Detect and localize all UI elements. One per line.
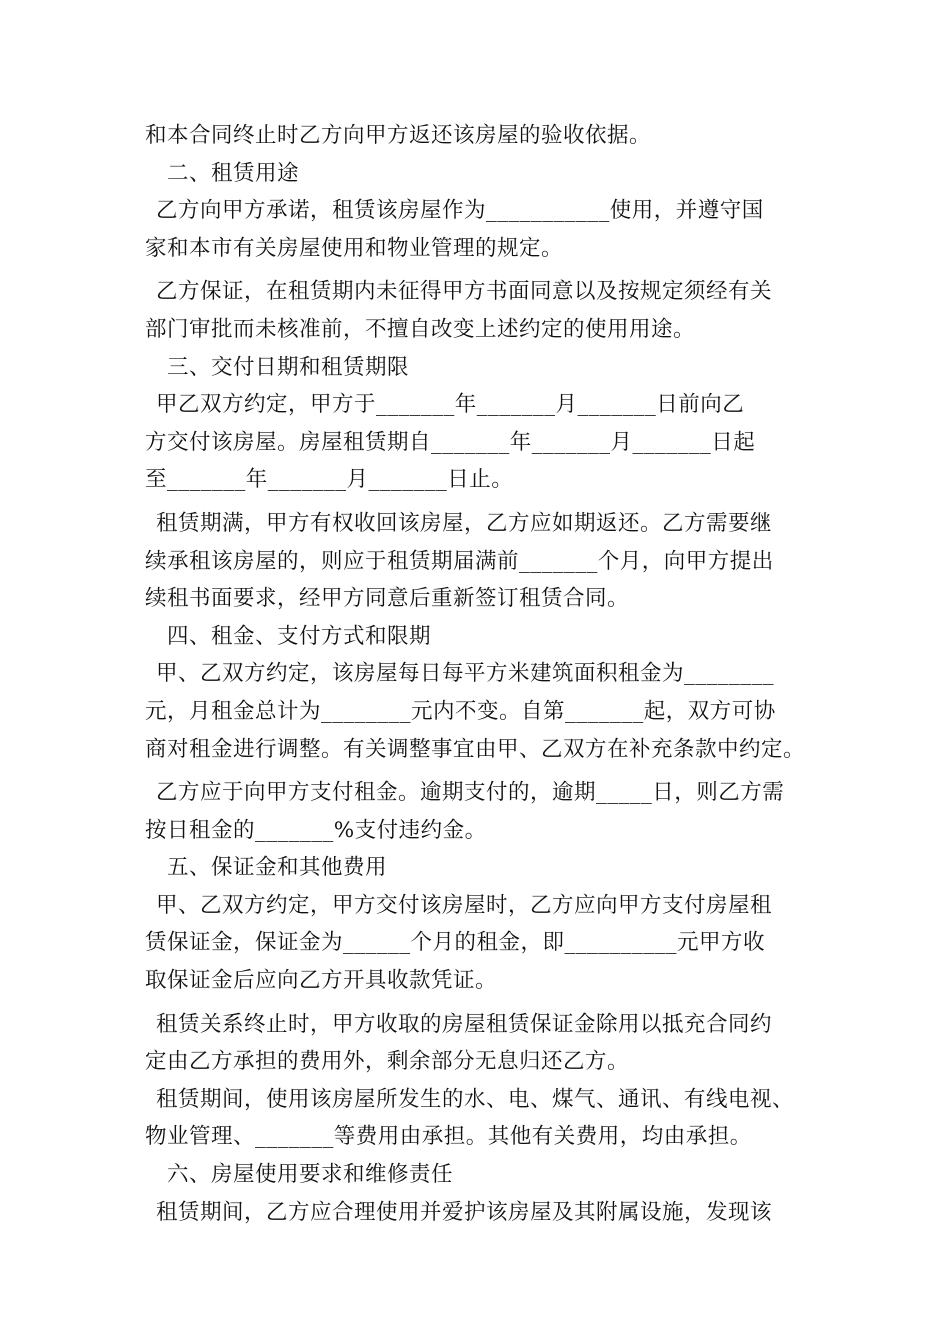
document-body <box>145 117 835 1231</box>
text-line: 乙方向甲方承诺，租赁该房屋作为___________使用，并遵守国 <box>156 198 764 224</box>
text-line: 租赁期满，甲方有权收回该房屋，乙方应如期返还。乙方需要继 <box>156 510 773 536</box>
text-line: 续承租该房屋的，则应于租赁期届满前_______个月，向甲方提出 <box>145 548 774 574</box>
text-line: 取保证金后应向乙方开具收款凭证。 <box>145 968 498 994</box>
text-line: 商对租金进行调整。有关调整事宜由甲、乙双方在补充条款中约定。 <box>145 736 806 762</box>
text-line: 物业管理、_______等费用由承担。其他有关费用，均由承担。 <box>145 1124 752 1150</box>
text-line: 乙方保证，在租赁期内未征得甲方书面同意以及按规定须经有关 <box>156 279 773 305</box>
section-heading: 二、租赁用途 <box>167 160 300 186</box>
text-line: 按日租金的_______%支付违约金。 <box>145 817 487 843</box>
text-line: 和本合同终止时乙方向甲方返还该房屋的验收依据。 <box>145 123 652 148</box>
section-heading: 四、租金、支付方式和限期 <box>167 623 432 649</box>
text-line: 定由乙方承担的费用外，剩余部分无息归还乙方。 <box>145 1049 630 1075</box>
text-line: 续租书面要求，经甲方同意后重新签订租赁合同。 <box>145 586 630 612</box>
text-line: 元，月租金总计为________元内不变。自第_______起，双方可协 <box>145 698 776 724</box>
text-line: 赁保证金，保证金为______个月的租金，即__________元甲方收 <box>145 930 766 956</box>
text-line: 家和本市有关房屋使用和物业管理的规定。 <box>145 235 564 261</box>
section-heading: 六、房屋使用要求和维修责任 <box>167 1162 454 1188</box>
text-line: 租赁关系终止时，甲方收取的房屋租赁保证金除用以抵充合同约 <box>156 1011 773 1037</box>
section-heading: 三、交付日期和租赁期限 <box>167 354 410 380</box>
text-line: 部门审批而未核准前，不擅自改变上述约定的使用用途。 <box>145 316 696 342</box>
text-line: 乙方应于向甲方支付租金。逾期支付的，逾期_____日，则乙方需 <box>156 780 785 806</box>
section-heading: 五、保证金和其他费用 <box>167 855 388 881</box>
text-line: 租赁期间，乙方应合理使用并爱护该房屋及其附属设施，发现该 <box>156 1199 773 1225</box>
text-line: 甲乙双方约定，甲方于_______年_______月_______日前向乙 <box>156 392 745 418</box>
text-line: 至_______年_______月_______日止。 <box>145 467 514 493</box>
text-line: 租赁期间，使用该房屋所发生的水、电、煤气、通讯、有线电视、 <box>156 1086 795 1112</box>
text-line: 甲、乙双方约定，甲方交付该房屋时，乙方应向甲方支付房屋租 <box>156 892 773 918</box>
text-line: 甲、乙双方约定，该房屋每日每平方米建筑面积租金为________ <box>156 661 775 687</box>
text-line: 方交付该房屋。房屋租赁期自_______年_______月_______日起 <box>145 429 756 455</box>
